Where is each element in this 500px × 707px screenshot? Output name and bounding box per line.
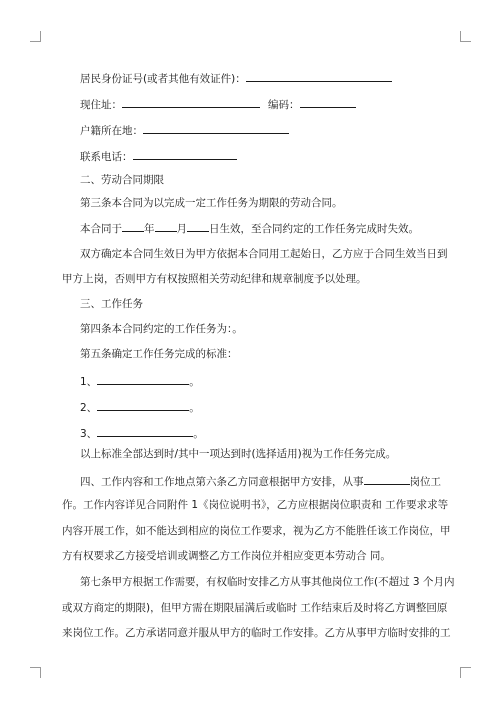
id-number-label: 居民身份证号(或者其他有效证件)： [80, 73, 246, 85]
both-confirm-line-1: 双方确定本合同生效日为甲方依据本合同用工起始日，乙方应于合同生效当日到 [80, 248, 448, 260]
item-1-number: 1、 [80, 376, 98, 388]
both-confirm-line-2: 甲方上岗，否则甲方有权按照相关劳动纪律和规章制度予以处理。 [62, 273, 367, 285]
crop-mark-bottom-right [460, 667, 471, 678]
standard-item-1 [80, 373, 200, 389]
section-4-line-1 [80, 473, 441, 489]
month-blank[interactable] [155, 220, 177, 232]
item-2-blank[interactable] [97, 399, 189, 411]
year-blank[interactable] [122, 220, 144, 232]
section-4-line-3: 内容开展工作，如不能达到相应的岗位工作要求，视为乙方不能胜任该工作岗位，甲 [62, 525, 451, 537]
hukou-blank[interactable] [143, 122, 289, 134]
id-number-row [80, 70, 392, 86]
item-1-end: 。 [189, 376, 200, 388]
article-4: 第四条本合同约定的工作任务为：。 [80, 323, 243, 335]
section-4-line-2: 作。工作内容详见合同附件 1《岗位说明书》，乙方应根据岗位职责和 工作要求求等 [62, 499, 449, 511]
item-2-end: 。 [189, 402, 200, 414]
article-5: 第五条确定工作任务完成的标准： [80, 348, 238, 360]
item-2-number: 2、 [80, 402, 98, 414]
section-2-heading: 二、劳动合同期限 [80, 174, 164, 186]
phone-label: 联系电话： [80, 151, 133, 163]
article-7-line-1: 第七条甲方根据工作需要，有权临时安排乙方从事其他岗位工作(不超过 3 个月内 [80, 576, 455, 588]
item-3-blank[interactable] [97, 425, 193, 437]
item-3-end: 。 [193, 428, 204, 440]
post-blank[interactable] [364, 473, 410, 485]
item-3-number: 3、 [80, 428, 98, 440]
address-blank[interactable] [122, 96, 260, 108]
article-3: 第三条本合同为以完成一定工作任务为期限的劳动合同。 [80, 197, 343, 209]
crop-mark-top-left [30, 31, 41, 42]
effective-suffix: 日生效，至合同约定的工作任务完成时失效。 [209, 223, 419, 235]
section-3-heading: 三、工作任务 [80, 298, 143, 310]
postcode-blank[interactable] [300, 96, 356, 108]
id-number-blank[interactable] [246, 70, 392, 82]
address-label: 现住址： [80, 99, 122, 111]
day-blank[interactable] [187, 220, 209, 232]
month-label: 月 [176, 223, 187, 235]
standard-item-3 [80, 425, 204, 441]
section-4-heading: 四、工作内容和工作地点第六条乙方同意根据甲方安排，从事 [80, 476, 364, 488]
phone-blank[interactable] [133, 148, 237, 160]
section-4-line-4: 方有权要求乙方接受培训或调整乙方工作岗位并相应变更本劳动合 同。 [62, 550, 391, 562]
standard-item-2 [80, 399, 200, 415]
post-suffix: 岗位工 [409, 476, 441, 488]
address-row [80, 96, 356, 112]
crop-mark-top-right [460, 31, 471, 42]
year-label: 年 [144, 223, 155, 235]
crop-mark-bottom-left [30, 667, 41, 678]
hukou-row [80, 122, 289, 138]
standard-note: 以上标准全部达到时/其中一项达到时(选择适用)视为工作任务完成。 [80, 448, 397, 460]
postcode-label: 编码： [268, 99, 300, 111]
article-7-line-3: 来岗位工作。乙方承诺同意并服从甲方的临时工作安排。乙方从事甲方临时安排的工 [62, 627, 451, 639]
phone-row [80, 148, 237, 164]
article-7-line-2: 或双方商定的期限)，但甲方需在期限届满后或临时 工作结束后及时将乙方调整回原 [62, 602, 448, 614]
effective-prefix: 本合同于 [80, 223, 122, 235]
item-1-blank[interactable] [97, 373, 189, 385]
effective-date-row [80, 220, 419, 236]
hukou-label: 户籍所在地： [80, 125, 143, 137]
